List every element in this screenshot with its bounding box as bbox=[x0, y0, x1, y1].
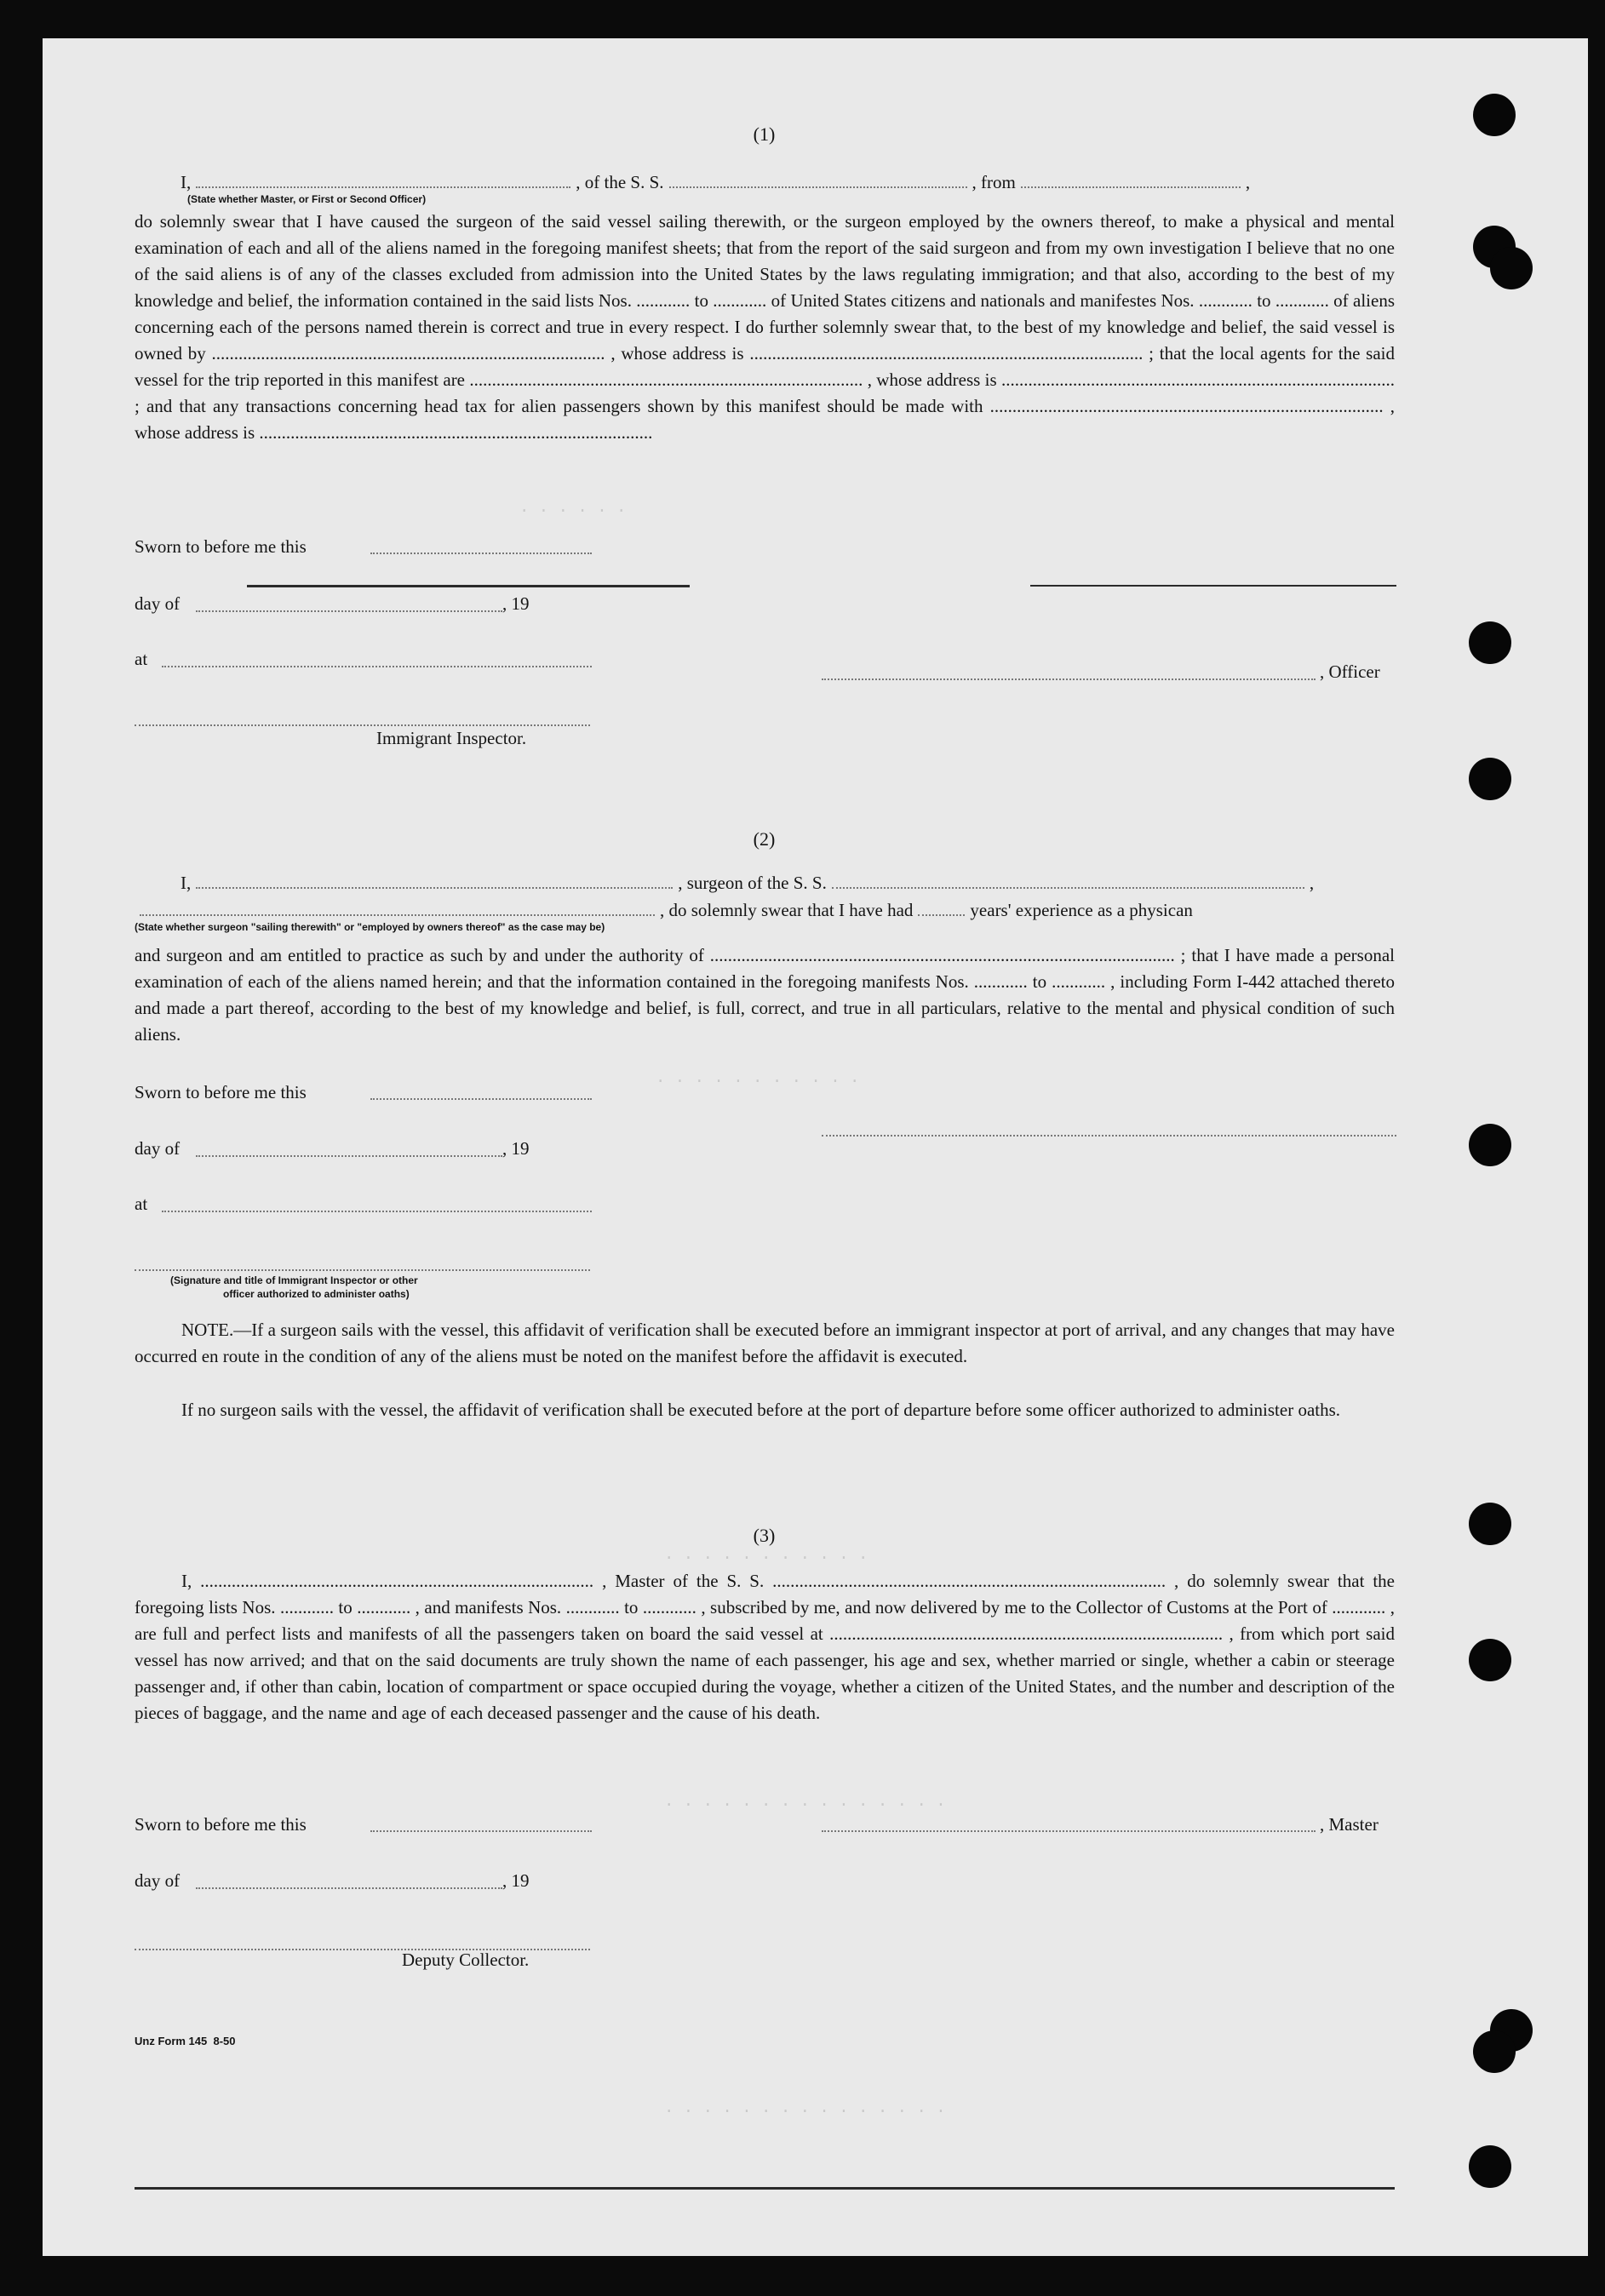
year-label: , 19 bbox=[502, 593, 530, 614]
divider-rule bbox=[1030, 585, 1396, 587]
year-label: , 19 bbox=[502, 1138, 530, 1159]
blank-field[interactable] bbox=[196, 887, 673, 889]
punch-hole-icon bbox=[1469, 1639, 1511, 1681]
sworn-label: Sworn to before me this bbox=[135, 1814, 307, 1835]
day-label: day of bbox=[135, 1138, 181, 1159]
signature-note: (Signature and title of Immigrant Inspector or other bbox=[170, 1274, 418, 1286]
label: , bbox=[1309, 873, 1315, 893]
label: , do solemnly swear that I have had bbox=[660, 900, 914, 920]
label: , bbox=[1245, 172, 1251, 192]
form-number bbox=[135, 2035, 236, 2047]
signature-field[interactable] bbox=[822, 678, 1316, 680]
bleed-through-text: . . . . . . bbox=[519, 498, 627, 517]
section-number: (3) bbox=[753, 1525, 776, 1546]
section2-line1 bbox=[181, 873, 1314, 894]
sworn-label: Sworn to before me this bbox=[135, 1082, 307, 1102]
blank-field[interactable] bbox=[370, 553, 592, 554]
section2-paragraph: and surgeon and am entitled to practice as such by and under the authority of ........................................................................................................ ; that I have made a personal examination of each of the aliens named herein; and that the information contained in the foregoing manifests Nos. ............ to ............ , including Form I-442 attached thereto and made a part thereof, according to the best of my knowledge and belief, is full, correct, and true in all particulars, relative to the mental and physical condition of such aliens. bbox=[135, 945, 1395, 1045]
blank-field[interactable] bbox=[370, 1098, 592, 1100]
at-label: at bbox=[135, 1194, 148, 1214]
label: I, bbox=[181, 172, 192, 192]
blank-field[interactable] bbox=[918, 914, 965, 916]
note-paragraph: NOTE.—If a surgeon sails with the vessel, this affidavit of verification shall be executed before an immigrant inspector at port of arrival, and any changes that may have occurred en route in the condition of any of the aliens must be noted on the manifest before the affidavit is executed. bbox=[135, 1320, 1395, 1366]
document-page bbox=[43, 38, 1588, 2256]
bleed-through-text: . . . . . . . . . . . . . . . bbox=[664, 2098, 946, 2117]
blank-field[interactable] bbox=[1021, 186, 1241, 188]
master-label: , Master bbox=[1320, 1814, 1379, 1835]
day-label: day of bbox=[135, 593, 181, 614]
section-number: (2) bbox=[753, 828, 776, 850]
signature-field[interactable] bbox=[822, 1135, 1396, 1137]
bleed-through-text: . . . . . . . . . . . bbox=[664, 1545, 868, 1564]
blank-field[interactable] bbox=[669, 186, 967, 188]
section2-line2 bbox=[135, 900, 1193, 921]
label: , of the S. S. bbox=[576, 172, 664, 192]
blank-field[interactable] bbox=[162, 666, 592, 667]
blank-field[interactable] bbox=[196, 610, 502, 612]
signature-field[interactable] bbox=[135, 724, 590, 726]
punch-hole-icon bbox=[1469, 1124, 1511, 1166]
form-name: Unz Form 145 bbox=[135, 2035, 208, 2047]
blank-field[interactable] bbox=[140, 914, 655, 916]
section1-line1 bbox=[181, 172, 1250, 193]
blank-field[interactable] bbox=[370, 1830, 592, 1832]
field-note: (State whether surgeon "sailing therewith" or "employed by owners thereof" as the case may be) bbox=[135, 921, 605, 933]
label: , surgeon of the S. S. bbox=[678, 873, 827, 893]
punch-hole-icon bbox=[1469, 2145, 1511, 2188]
blank-field[interactable] bbox=[196, 1155, 502, 1157]
form-date: 8-50 bbox=[213, 2035, 236, 2047]
at-label: at bbox=[135, 649, 148, 669]
blank-field[interactable] bbox=[196, 186, 570, 188]
inspector-label: Immigrant Inspector. bbox=[376, 728, 527, 748]
punch-hole-icon bbox=[1469, 758, 1511, 800]
label: I, bbox=[181, 873, 192, 893]
day-label: day of bbox=[135, 1870, 181, 1891]
bleed-through-text: . . . . . . . . . . . bbox=[656, 1068, 860, 1087]
label: years' experience as a physican bbox=[970, 900, 1193, 920]
note-paragraph: If no surgeon sails with the vessel, the affidavit of verification shall be executed before at the port of departure before some officer authorized to administer oaths. bbox=[181, 1400, 1341, 1420]
punch-hole-icon bbox=[1473, 2030, 1516, 2073]
sworn-label: Sworn to before me this bbox=[135, 536, 307, 557]
year-label: , 19 bbox=[502, 1870, 530, 1891]
section-number: (1) bbox=[753, 123, 776, 145]
blank-field[interactable] bbox=[832, 887, 1304, 889]
section1-paragraph: do solemnly swear that I have caused the surgeon of the said vessel sailing therewith, or the surgeon employed by the owners thereof, to make a physical and mental examination of each and all of the aliens named in the foregoing manifest sheets; that from the report of the said surgeon and from my own investigation I believe that no one of the said aliens is of any of the classes excluded from admission into the United States by the laws regulating immigration; and that also, according to the best of my knowledge and belief, the information contained in the said lists Nos. ............ to ............ of United States citizens and nationals and manifestes Nos. ............ to ............ of aliens concerning each of the persons named therein is correct and true in every respect. I do further solemnly swear that, to the best of my knowledge and belief, the said vessel is owned by ........................................................................................ , whose address is ........................................................................................ ; that the local agents for the said vessel for the trip reported in this manifest are ........................................................................................ , whose address is ........................................................................................ ; and that any transactions concerning head tax for alien passengers shown by this manifest should be made with ........................................................................................ , whose address is ........................................................................................ bbox=[135, 211, 1395, 443]
field-note: (State whether Master, or First or Second Officer) bbox=[187, 193, 427, 205]
bottom-rule bbox=[135, 2187, 1395, 2190]
divider-rule bbox=[247, 585, 690, 587]
label: , from bbox=[972, 172, 1016, 192]
punch-hole-icon bbox=[1469, 621, 1511, 664]
signature-note: officer authorized to administer oaths) bbox=[223, 1288, 410, 1300]
punch-hole-icon bbox=[1490, 247, 1533, 289]
section3-paragraph: I, ........................................................................................ , Master of the S. S. ........................................................................................ , do solemnly swear that the foregoing lists Nos. ............ to ............ , and manifests Nos. ............ to ............ , subscribed by me, and now delivered by me to the Collector of Customs at the Port of ............ , are full and perfect lists and manifests of all the passengers taken on board the said vessel at ........................................................................................ , from which port said vessel has now arrived; and that on the said documents are truly shown the name of each passenger, his age and sex, whether married or single, whether a cabin or steerage passenger and, if other than cabin, location of compartment or space occupied during the voyage, whether a citizen of the United States, and the number and description of the pieces of baggage, and the name and age of each deceased passenger and the cause of his death. bbox=[135, 1571, 1395, 1723]
blank-field[interactable] bbox=[162, 1211, 592, 1212]
blank-field[interactable] bbox=[196, 1887, 502, 1889]
officer-label: , Officer bbox=[1320, 661, 1380, 682]
bleed-through-text: . . . . . . . . . . . . . . . bbox=[664, 1792, 946, 1811]
signature-field[interactable] bbox=[135, 1269, 590, 1271]
collector-label: Deputy Collector. bbox=[402, 1950, 530, 1970]
signature-field[interactable] bbox=[822, 1830, 1316, 1832]
